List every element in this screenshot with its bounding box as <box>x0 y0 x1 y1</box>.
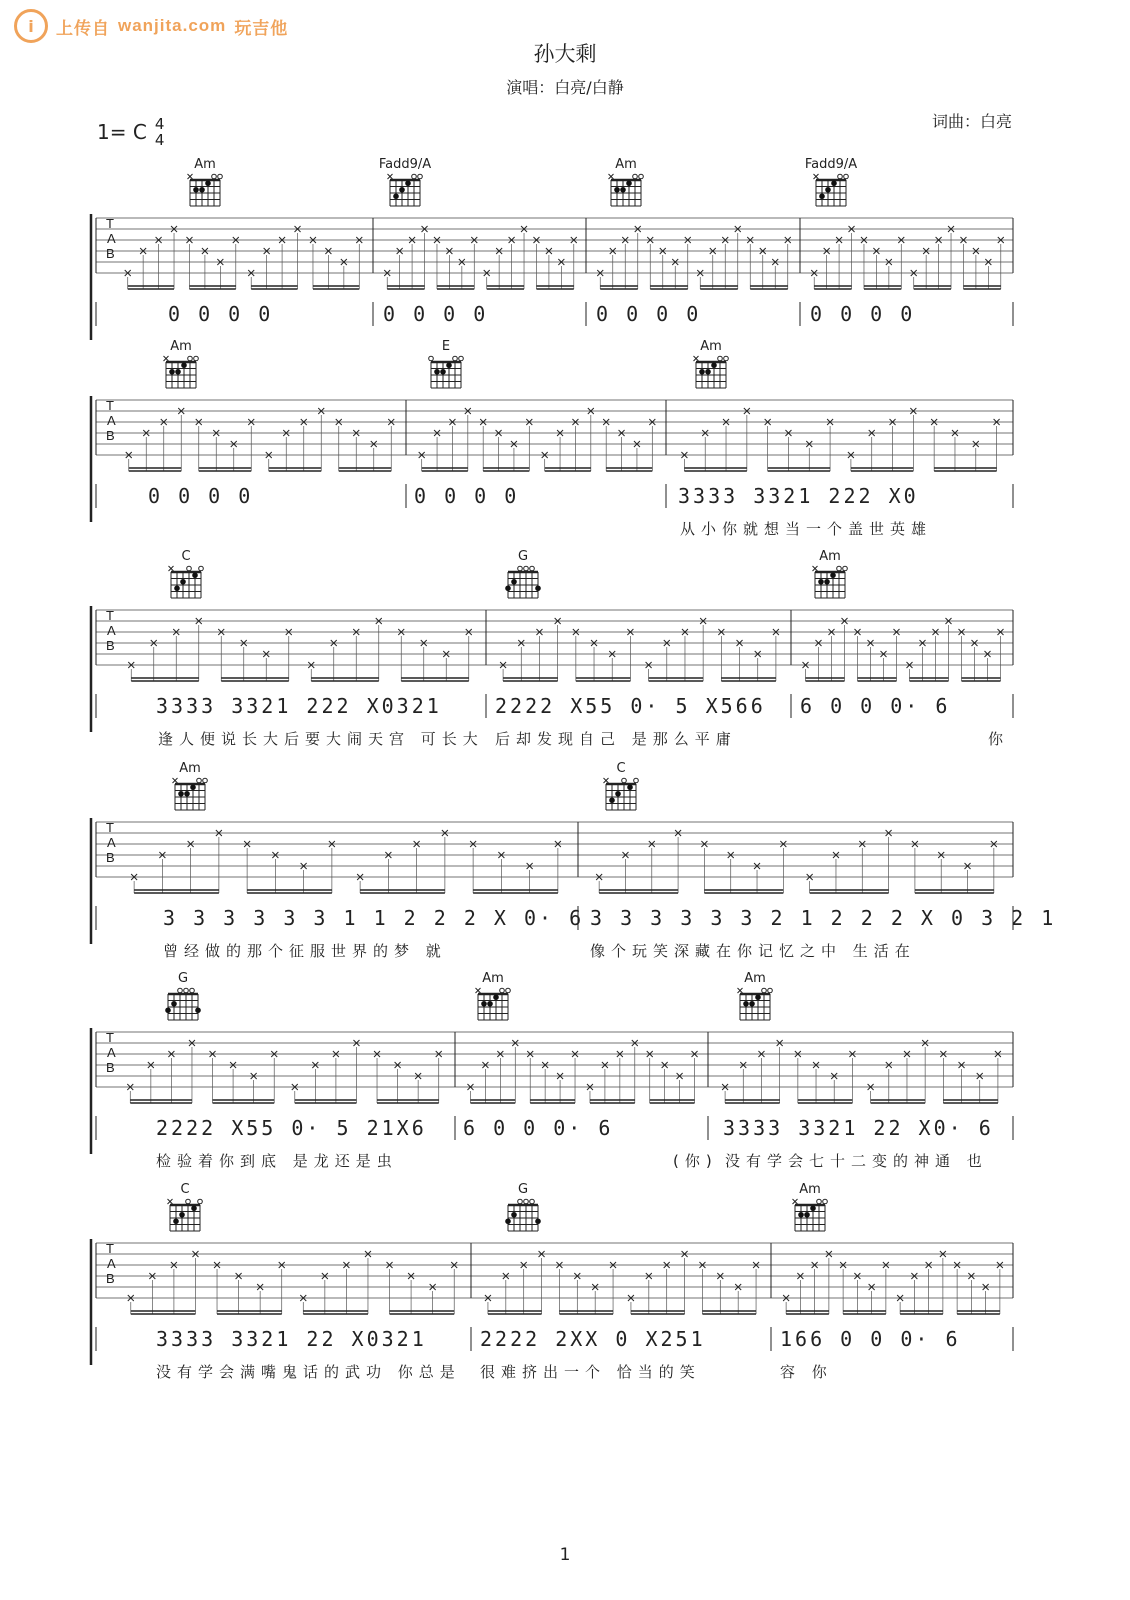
chord-name: Am <box>819 549 841 564</box>
chord-name: Am <box>799 1182 821 1197</box>
chord-block <box>160 1183 210 1234</box>
lyric-text: (你) <box>673 1152 718 1170</box>
lyric-text: 没有学会满嘴鬼话的武功 你总是 <box>156 1363 461 1381</box>
lyric-text: 你 <box>988 730 1010 748</box>
site-logo-icon: i <box>14 9 48 43</box>
chord-block <box>498 1183 548 1234</box>
site-name: 上传自 <box>56 18 110 38</box>
lyric-text: 像个玩笑深藏在你记忆之中 生活在 <box>590 942 916 960</box>
chord-name: Am <box>700 339 722 354</box>
tab-letter: B <box>106 1060 115 1075</box>
chord-name: Am <box>194 157 216 172</box>
chord-diagram-icon <box>161 987 205 1023</box>
lyric-text: 没有学会七十二变的神通 也 <box>725 1152 988 1170</box>
site-slogan: 玩吉他 <box>234 18 289 38</box>
chord-diagram-icon <box>788 1198 832 1234</box>
lyric-text: 后却发现自己 是那么平庸 <box>495 730 737 748</box>
jianpu-measure: 0 0 0 0 <box>383 302 489 326</box>
time-signature <box>155 116 165 148</box>
chord-name: Am <box>482 971 504 986</box>
chord-name: Am <box>615 157 637 172</box>
chord-diagram-icon <box>164 565 208 601</box>
chord-name: G <box>517 549 529 564</box>
chord-block <box>730 972 780 1023</box>
chord-name: G <box>517 1182 529 1197</box>
chord-name: Am <box>179 761 201 776</box>
chord-name: E <box>441 339 451 354</box>
jianpu-measure: 0 0 0 0 <box>596 302 702 326</box>
chord-diagram-icon <box>808 565 852 601</box>
jianpu-measure: 0 0 0 0 <box>414 484 520 508</box>
chord-block <box>468 972 518 1023</box>
jianpu-measure: 0 0 0 0 <box>810 302 916 326</box>
chord-diagram-icon <box>689 355 733 391</box>
jianpu-measure: 2222 2XX 0 X251 <box>480 1327 706 1351</box>
chord-diagram-icon <box>604 173 648 209</box>
chord-block <box>165 762 215 813</box>
tab-letter: B <box>106 638 115 653</box>
jianpu-measure: 3333 3321 22 X0321 <box>156 1327 427 1351</box>
jianpu-measure: 3333 3321 222 X0 <box>678 484 919 508</box>
tab-letter: A <box>107 231 116 246</box>
chord-block <box>805 550 855 601</box>
tab-letter: A <box>107 835 116 850</box>
chord-name: G <box>177 971 189 986</box>
key-label: 1= C <box>97 120 147 144</box>
chord-block <box>156 340 206 391</box>
chord-name: Am <box>170 339 192 354</box>
chord-name: Fadd9/A <box>804 157 858 172</box>
tab-letter: B <box>106 246 115 261</box>
lyric-text: 检验着你到底 是龙还是虫 <box>156 1152 398 1170</box>
key-signature <box>97 116 164 148</box>
page-number: 1 <box>559 1545 571 1565</box>
chord-block <box>806 158 856 209</box>
chord-diagram-icon <box>168 777 212 813</box>
tab-letter: A <box>107 1256 116 1271</box>
song-title: 孙大剩 <box>533 42 597 66</box>
chord-block <box>596 762 646 813</box>
jianpu-measure: 0 0 0 0 <box>168 302 274 326</box>
chord-block <box>180 158 230 209</box>
chord-name: C <box>181 549 191 564</box>
chord-diagram-icon <box>599 777 643 813</box>
chord-name: C <box>180 1182 190 1197</box>
site-url[interactable]: wanjita.com <box>118 16 227 35</box>
lyric-text: 很难挤出一个 恰当的笑 <box>480 1363 701 1381</box>
jianpu-measure: 0 0 0 0 <box>148 484 254 508</box>
time-top: 4 <box>154 115 165 133</box>
tab-letter: A <box>107 623 116 638</box>
chord-name: Am <box>744 971 766 986</box>
chord-name: Fadd9/A <box>378 157 432 172</box>
chord-diagram-icon <box>424 355 468 391</box>
lyric-text: 逢人便说长大后要大闹天宫 可长大 <box>158 730 484 748</box>
lyric-text: 容 你 <box>780 1363 833 1381</box>
jianpu-measure: 2222 X55 0· 5 21X6 <box>156 1116 427 1140</box>
time-bottom: 4 <box>154 131 165 149</box>
jianpu-measure: 6 0 0 0· 6 <box>800 694 951 718</box>
chord-block <box>686 340 736 391</box>
credit-line: 词曲：白亮 <box>931 112 1012 131</box>
tab-letter: T <box>106 608 114 623</box>
jianpu-measure: 166 0 0 0· 6 <box>780 1327 961 1351</box>
chord-diagram-icon <box>501 1198 545 1234</box>
chord-diagram-icon <box>383 173 427 209</box>
chord-block <box>158 972 208 1023</box>
tab-letter: A <box>107 413 116 428</box>
jianpu-measure: 3333 3321 22 X0· 6 <box>723 1116 994 1140</box>
jianpu-measure: 3333 3321 222 X0321 <box>156 694 442 718</box>
chord-block <box>498 550 548 601</box>
tab-letter: B <box>106 850 115 865</box>
singer-line: 演唱：白亮/白静 <box>506 78 624 97</box>
tab-letter: T <box>106 398 114 413</box>
chord-diagram-icon <box>471 987 515 1023</box>
chord-diagram-icon <box>809 173 853 209</box>
tab-letter: B <box>106 1271 115 1286</box>
chord-block <box>601 158 651 209</box>
lyric-text: 曾经做的那个征服世界的梦 就 <box>163 942 447 960</box>
chord-block <box>161 550 211 601</box>
jianpu-measure: 6 0 0 0· 6 <box>463 1116 614 1140</box>
jianpu-measure: 2222 X55 0· 5 X566 <box>495 694 766 718</box>
tab-letter: A <box>107 1045 116 1060</box>
tab-letter: T <box>106 1241 114 1256</box>
jianpu-measure: 3 3 3 3 3 3 2 1 2 2 2 X 0 3 2 1 <box>590 906 1057 930</box>
chord-block <box>421 340 471 391</box>
tab-letter: T <box>106 216 114 231</box>
chord-diagram-icon <box>501 565 545 601</box>
tab-letter: T <box>106 820 114 835</box>
tab-letter: B <box>106 428 115 443</box>
chord-diagram-icon <box>733 987 777 1023</box>
chord-block <box>785 1183 835 1234</box>
chord-diagram-icon <box>163 1198 207 1234</box>
tab-letter: T <box>106 1030 114 1045</box>
chord-block <box>380 158 430 209</box>
jianpu-measure: 3 3 3 3 3 3 1 1 2 2 2 X 0· 6 <box>163 906 585 930</box>
chord-diagram-icon <box>183 173 227 209</box>
chord-name: C <box>616 761 626 776</box>
chord-diagram-icon <box>159 355 203 391</box>
lyric-text: 从小你就想当一个盖世英雄 <box>680 520 933 538</box>
